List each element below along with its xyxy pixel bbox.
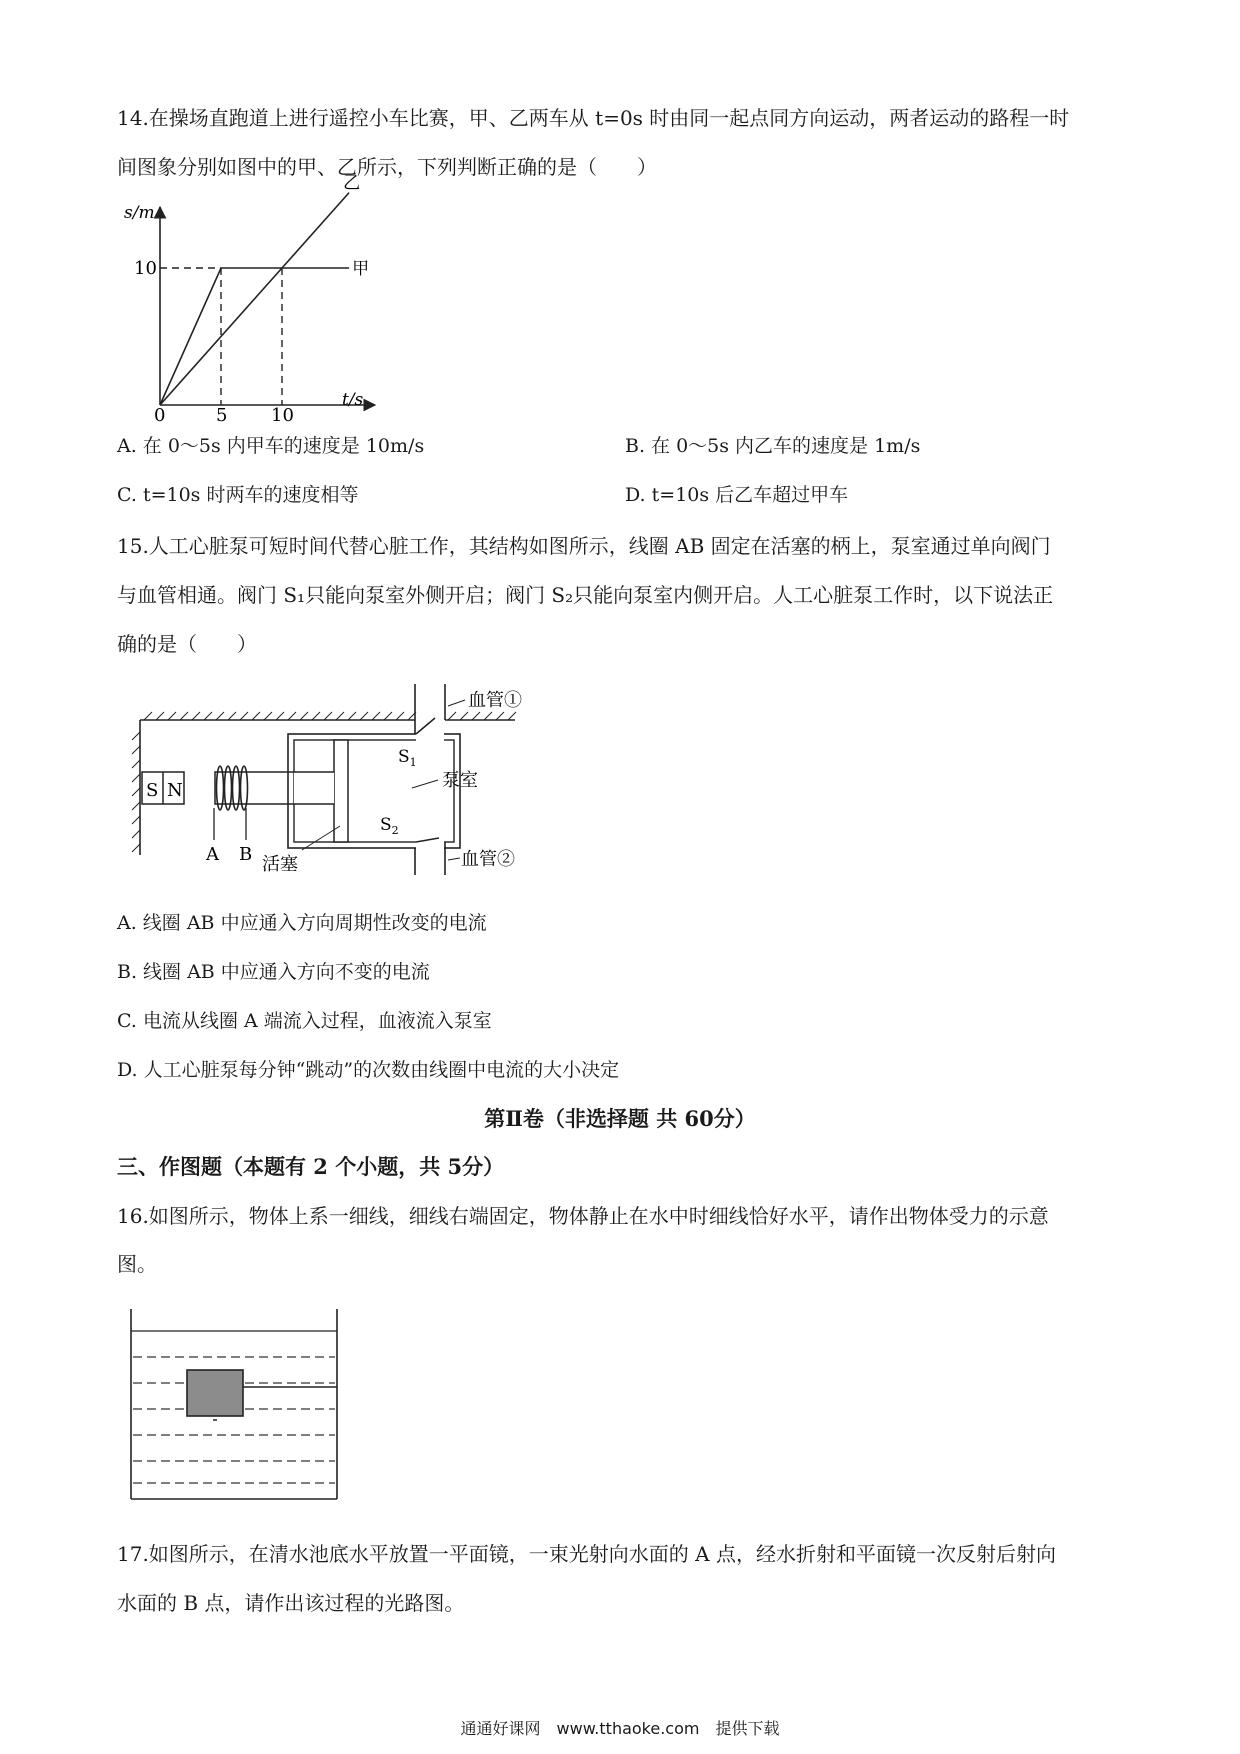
q15-option-b[interactable]: B. 线圈 AB 中应通入方向不变的电流 (117, 961, 430, 983)
q15-stem-line1: 15.人工心脏泵可短时间代替心脏工作，其结构如图所示，线圈 AB 固定在活塞的柄上，泵室通过单向阀门 (117, 534, 1051, 558)
section-2-title: 第Ⅱ卷（非选择题 共 60分） (484, 1106, 756, 1131)
section-3-title: 三、作图题（本题有 2 个小题，共 5分） (117, 1154, 505, 1179)
series-label-jia: 甲 (352, 259, 370, 279)
valve-s1 (416, 718, 435, 734)
q14-option-d[interactable]: D. t=10s 后乙车超过甲车 (625, 484, 849, 506)
q14-option-c[interactable]: C. t=10s 时两车的速度相等 (117, 484, 359, 506)
q14-option-b[interactable]: B. 在 0～5s 内乙车的速度是 1m/s (625, 435, 921, 457)
vessel2-label: 血管② (461, 849, 515, 870)
coil-terminal-b: B (239, 844, 253, 865)
q17-stem-line2: 水面的 B 点，请作出该过程的光路图。 (117, 1591, 465, 1615)
chamber-label: 泵室 (442, 770, 478, 791)
y-axis-label: s/m (124, 203, 155, 223)
valve-s1-label: $S_1$ (398, 747, 417, 769)
piston (334, 740, 348, 842)
x-axis-label: t/s (342, 390, 364, 410)
q14-st-graph (120, 173, 420, 426)
q14-stem-line1: 14.在操场直跑道上进行遥控小车比赛，甲、乙两车从 t=0s 时由同一起点同方向运动，两者运动的路程一时 (117, 106, 1070, 130)
q16-stem-line1: 16.如图所示，物体上系一细线，细线右端固定，物体静止在水中时细线恰好水平，请作出物体受力的示意 (117, 1204, 1049, 1228)
q15-option-c[interactable]: C. 电流从线圈 A 端流入过程，血液流入泵室 (117, 1010, 492, 1032)
x-tick-0: 0 (154, 405, 166, 426)
magnet-s-label: S (146, 780, 159, 801)
x-tick-5: 5 (216, 405, 228, 426)
series-line-1 (160, 193, 349, 405)
valve-s2-label: $S_2$ (380, 815, 399, 837)
series-label-yi: 乙 (343, 173, 361, 194)
q15-option-a[interactable]: A. 线圈 AB 中应通入方向周期性改变的电流 (117, 912, 487, 934)
x-tick-10: 10 (271, 405, 294, 426)
magnet-n-label: N (167, 780, 183, 801)
q17-stem-line1: 17.如图所示，在清水池底水平放置一平面镜，一束光射向水面的 A 点，经水折射和平面镜一次反射后射向 (117, 1542, 1056, 1566)
q15-heart-pump-diagram (130, 680, 570, 880)
vessel1-label: 血管① (468, 690, 522, 711)
footer-credit: 通通好课网 www.tthaoke.com 提供下载 (460, 1719, 780, 1738)
coil-terminal-a: A (206, 844, 219, 865)
q16-stem-line2: 图。 (117, 1252, 157, 1276)
q15-stem-line2: 与血管相通。阀门 S₁只能向泵室外侧开启；阀门 S₂只能向泵室内侧开启。人工心脏泵工作时，以下说法正 (117, 583, 1054, 607)
piston-label: 活塞 (262, 854, 298, 875)
q15-option-d[interactable]: D. 人工心脏泵每分钟“跳动”的次数由线圈中电流的大小决定 (117, 1059, 620, 1081)
q14-option-a[interactable]: A. 在 0～5s 内甲车的速度是 10m/s (117, 435, 425, 457)
q14-stem-line2: 间图象分别如图中的甲、乙所示，下列判断正确的是（ ） (117, 155, 657, 179)
y-tick-10: 10 (134, 258, 157, 279)
q16-water-tank-diagram (125, 1305, 345, 1505)
q15-stem-line3: 确的是（ ） (117, 632, 257, 656)
submerged-object (187, 1370, 243, 1416)
series-line-0 (160, 268, 349, 405)
